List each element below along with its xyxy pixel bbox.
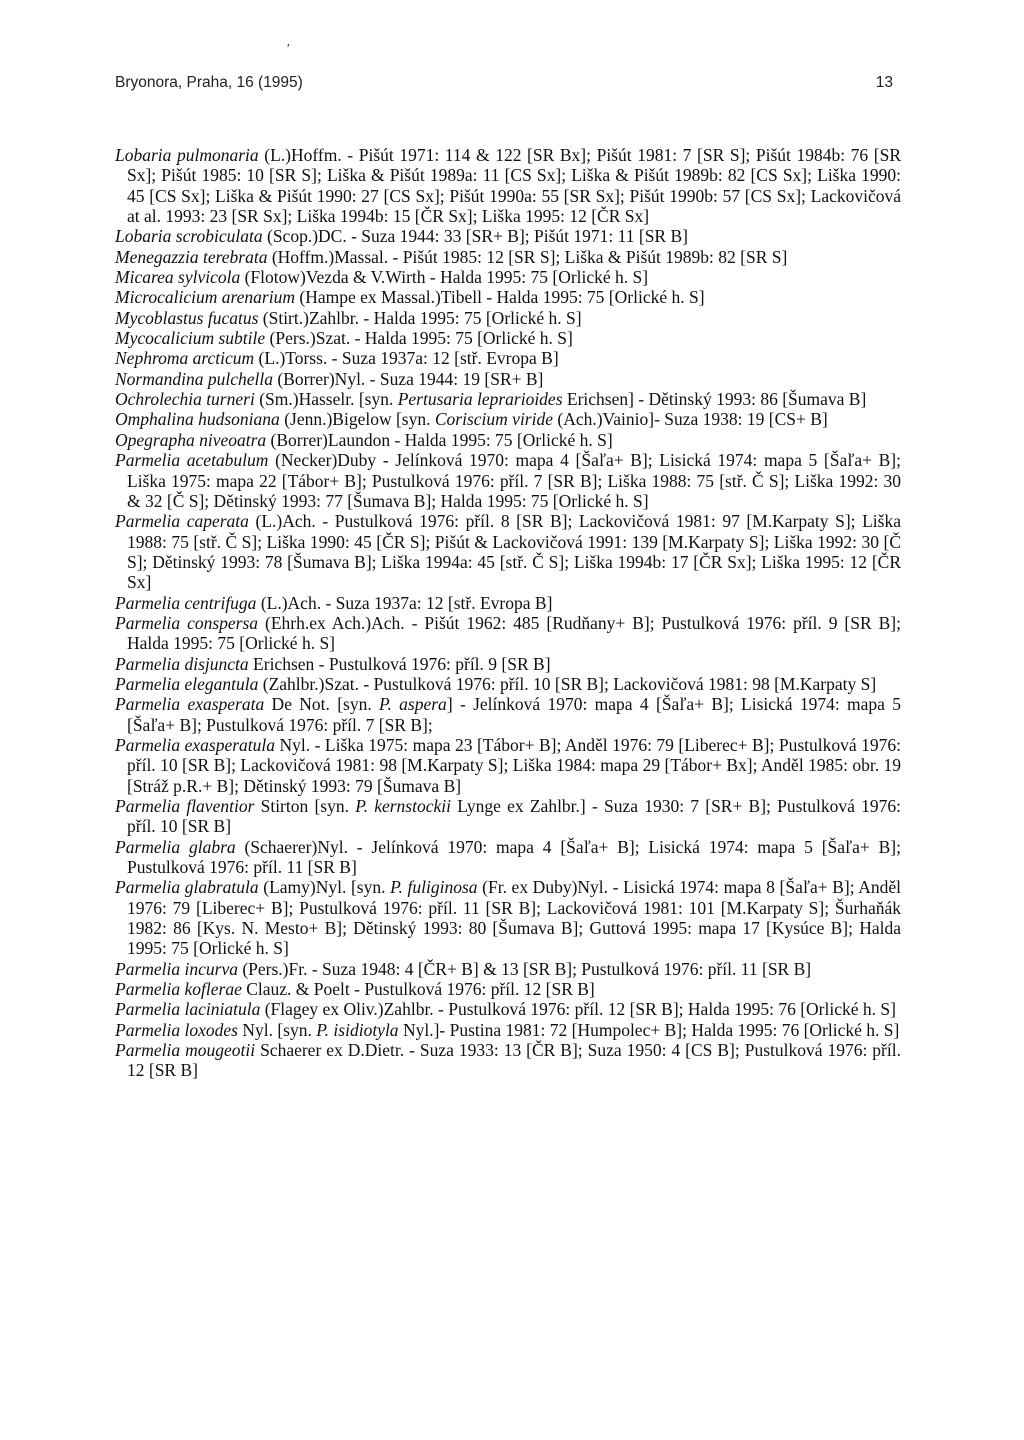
list-item xyxy=(115,877,901,958)
species-name: P. kernstockii xyxy=(355,796,451,816)
list-item xyxy=(115,247,901,267)
record-text: (Lamy)Nyl. [syn. xyxy=(258,877,391,898)
list-item xyxy=(115,796,901,837)
list-item xyxy=(115,613,901,654)
species-name: Parmelia glabratula xyxy=(115,877,259,898)
species-name: Parmelia laciniatula xyxy=(115,999,261,1020)
list-item xyxy=(115,1020,901,1040)
species-name: Mycoblastus fucatus xyxy=(115,307,259,328)
page-number: 13 xyxy=(875,74,893,91)
record-text: (Ach.)Vainio]- Suza 1938: 19 [CS+ B] xyxy=(553,409,828,430)
list-item xyxy=(115,287,901,307)
list-item xyxy=(115,979,901,999)
record-text: Clauz. & Poelt - Pustulková 1976: příl. 12 [SR B] xyxy=(241,979,595,1000)
record-text: (Schaerer)Nyl. - Jelínková 1970: mapa 4 [Šaľa+ B]; Lisická 1974: mapa 5 [Šaľa+ B]; Pustulková 1976: příl. 11 [SR B] xyxy=(127,836,901,878)
species-name: Parmelia centrifuga xyxy=(115,592,257,613)
list-item xyxy=(115,430,901,450)
record-text: Schaerer ex D.Dietr. - Suza 1933: 13 [ČR B]; Suza 1950: 4 [CS B]; Pustulková 1976: příl. 12 [SR B] xyxy=(127,1040,901,1081)
record-text: (Scop.)DC. - Suza 1944: 33 [SR+ B]; Pišút 1971: 11 [SR B] xyxy=(262,226,688,247)
record-text: (Ehrh.ex Ach.)Ach. - Pišút 1962: 485 [Rudňany+ B]; Pustulková 1976: příl. 9 [SR B]; Halda 1995: 75 [Orlické h. S] xyxy=(127,612,901,654)
species-name: Parmelia disjuncta xyxy=(115,653,249,674)
species-name: Parmelia flaventior xyxy=(115,796,255,816)
list-item xyxy=(115,145,901,226)
record-text: (Flagey ex Oliv.)Zahlbr. - Pustulková 1976: příl. 12 [SR B]; Halda 1995: 76 [Orlické h. S] xyxy=(260,999,896,1020)
species-name: Parmelia elegantula xyxy=(115,673,259,694)
species-name: Parmelia caperata xyxy=(115,511,249,532)
record-text: (Hoffm.)Massal. - Pišút 1985: 12 [SR S]; Liška & Pišút 1989b: 82 [SR S] xyxy=(267,246,788,267)
list-item xyxy=(115,1040,901,1081)
record-text: Stirton [syn. xyxy=(254,796,356,816)
list-item xyxy=(115,409,901,429)
record-text: Erichsen - Pustulková 1976: příl. 9 [SR B] xyxy=(248,653,551,674)
record-text: (Flotow)Vezda & V.Wirth - Halda 1995: 75 [Orlické h. S] xyxy=(240,267,649,288)
list-item xyxy=(115,694,901,735)
record-text: (L.)Ach. - Pustulková 1976: příl. 8 [SR B]; Lackovičová 1981: 97 [M.Karpaty S]; Liška 1988: 75 [stř. Č S]; Liška 1990: 45 [ČR S]; Pišút & Lackovičová 1991: 139 [M.Karpaty S]; Liška 1992: 30 [Č S]; Dětinský 1993: 78 [Šumava B]; Liška 1994a: 45 [stř. Č S]; Liška 1994b: 17 [ČR Sx]; Liška 1995: 12 [ČR Sx] xyxy=(127,511,901,593)
record-text: (Stirt.)Zahlbr. - Halda 1995: 75 [Orlické h. S] xyxy=(258,307,582,328)
species-name: Coriscium viride xyxy=(434,409,553,430)
species-name: Normandina pulchella xyxy=(115,368,273,389)
list-item xyxy=(115,267,901,287)
species-name: Parmelia exasperatula xyxy=(115,734,276,755)
record-text: (Zahlbr.)Szat. - Pustulková 1976: příl. 10 [SR B]; Lackovičová 1981: 98 [M.Karpaty S] xyxy=(258,673,877,694)
species-name: Nephroma arcticum xyxy=(115,348,255,369)
species-name: Lobaria pulmonaria xyxy=(115,145,259,165)
species-name: Parmelia loxodes xyxy=(115,1019,238,1040)
species-name: Micarea sylvicola xyxy=(115,267,241,288)
record-text: (Hampe ex Massal.)Tibell - Halda 1995: 75 [Orlické h. S] xyxy=(295,287,705,308)
list-item xyxy=(115,308,901,328)
list-item xyxy=(115,348,901,368)
species-name: P. isidiotyla xyxy=(316,1019,399,1040)
list-item xyxy=(115,226,901,246)
species-name: Ochrolechia turneri xyxy=(115,389,255,410)
record-text: Nyl. - Liška 1975: mapa 23 [Tábor+ B]; Anděl 1976: 79 [Liberec+ B]; Pustulková 1976: příl. 10 [SR B]; Lackovičová 1981: 98 [M.Karpaty S]; Liška 1984: mapa 29 [Tábor+ Bx]; Anděl 1985: obr. 19 [Stráž p.R.+ B]; Dětinský 1993: 79 [Šumava B] xyxy=(127,734,901,796)
record-text: (L.)Torss. - Suza 1937a: 12 [stř. Evropa B] xyxy=(254,348,559,369)
record-text: (L.)Hoffm. - Pišút 1971: 114 & 122 [SR Bx]; Pišút 1981: 7 [SR S]; Pišút 1984b: 76 [SR Sx]; Pišút 1985: 10 [SR S]; Liška & Pišút 1989a: 11 [CS Sx]; Liška & Pišút 1989b: 82 [CS Sx]; Liška 1990: 45 [CS Sx]; Liška & Pišút 1990: 27 [CS Sx]; Pišút 1990a: 55 [SR Sx]; Pišút 1990b: 57 [CS Sx]; Lackovičová at al. 1993: 23 [SR Sx]; Liška 1994b: 15 [ČR Sx]; Liška 1995: 12 [ČR Sx] xyxy=(127,145,901,227)
species-name: Parmelia incurva xyxy=(115,958,238,979)
species-name: Menegazzia terebrata xyxy=(115,246,268,267)
species-name: Pertusaria leprarioides xyxy=(397,389,563,410)
species-name: P. aspera xyxy=(379,694,447,715)
record-text: (Necker)Duby - Jelínková 1970: mapa 4 [Šaľa+ B]; Lisická 1974: mapa 5 [Šaľa+ B]; Liška 1975: mapa 22 [Tábor+ B]; Pustulková 1976: příl. 7 [SR B]; Liška 1988: 75 [stř. Č S]; Liška 1992: 30 & 32 [Č S]; Dětinský 1993: 77 [Šumava B]; Halda 1995: 75 [Orlické h. S] xyxy=(127,450,901,511)
species-name: Parmelia mougeotii xyxy=(115,1040,256,1061)
record-text: Lynge ex Zahlbr.] - Suza 1930: 7 [SR+ B]; Pustulková 1976: příl. 10 [SR B] xyxy=(127,796,901,837)
journal-citation: Bryonora, Praha, 16 (1995) xyxy=(115,74,303,91)
species-name: Parmelia conspersa xyxy=(115,612,259,633)
record-text: (L.)Ach. - Suza 1937a: 12 [stř. Evropa B] xyxy=(256,592,553,613)
record-text: (Borrer)Laundon - Halda 1995: 75 [Orlické h. S] xyxy=(266,429,613,450)
record-text: Nyl.]- Pustina 1981: 72 [Humpolec+ B]; Halda 1995: 76 [Orlické h. S] xyxy=(398,1019,900,1040)
species-name: Parmelia acetabulum xyxy=(115,450,269,471)
list-item xyxy=(115,959,901,979)
list-item xyxy=(115,837,901,878)
page-header xyxy=(115,74,893,98)
list-item xyxy=(115,999,901,1019)
list-item xyxy=(115,674,901,694)
species-name: Parmelia exasperata xyxy=(115,694,265,715)
list-item xyxy=(115,369,901,389)
stray-mark: ' xyxy=(286,42,289,57)
record-text: (Jenn.)Bigelow [syn. xyxy=(279,409,435,430)
species-name: Parmelia glabra xyxy=(115,836,236,857)
species-name: P. fuliginosa xyxy=(390,877,478,898)
species-name: Lobaria scrobiculata xyxy=(115,226,263,247)
record-text: (Pers.)Szat. - Halda 1995: 75 [Orlické h. S] xyxy=(265,328,573,349)
record-text: (Sm.)Hasselr. [syn. xyxy=(254,389,398,410)
record-text: (Pers.)Fr. - Suza 1948: 4 [ČR+ B] & 13 [SR B]; Pustulková 1976: příl. 11 [SR B] xyxy=(237,958,812,979)
record-text: De Not. [syn. xyxy=(264,694,380,715)
species-name: Opegrapha niveoatra xyxy=(115,429,267,450)
species-name: Microcalicium arenarium xyxy=(115,287,295,308)
record-text: Nyl. [syn. xyxy=(237,1019,317,1040)
species-name: Mycocalicium subtile xyxy=(115,328,266,349)
list-item xyxy=(115,654,901,674)
list-item xyxy=(115,328,901,348)
list-item xyxy=(115,735,901,796)
list-item xyxy=(115,450,901,511)
species-list xyxy=(115,145,901,1081)
record-text: (Borrer)Nyl. - Suza 1944: 19 [SR+ B] xyxy=(272,368,544,389)
species-name: Omphalina hudsoniana xyxy=(115,409,280,430)
record-text: (Fr. ex Duby)Nyl. - Lisická 1974: mapa 8 [Šaľa+ B]; Anděl 1976: 79 [Liberec+ B]; Pustulková 1976: příl. 11 [SR B]; Lackovičová 1981: 101 [M.Karpaty S]; Šurhaňák 1982: 86 [Kys. N. Mesto+ B]; Dětinský 1993: 80 [Šumava B]; Guttová 1995: mapa 17 [Kysúce B]; Halda 1995: 75 [Orlické h. S] xyxy=(127,877,901,959)
list-item xyxy=(115,593,901,613)
species-name: Parmelia koflerae xyxy=(115,979,242,1000)
record-text: Erichsen] - Dětinský 1993: 86 [Šumava B] xyxy=(562,389,867,410)
record-text: ] - Jelínková 1970: mapa 4 [Šaľa+ B]; Lisická 1974: mapa 5 [Šaľa+ B]; Pustulková 1976: příl. 7 [SR B]; xyxy=(127,694,901,735)
list-item xyxy=(115,511,901,592)
list-item xyxy=(115,389,901,409)
